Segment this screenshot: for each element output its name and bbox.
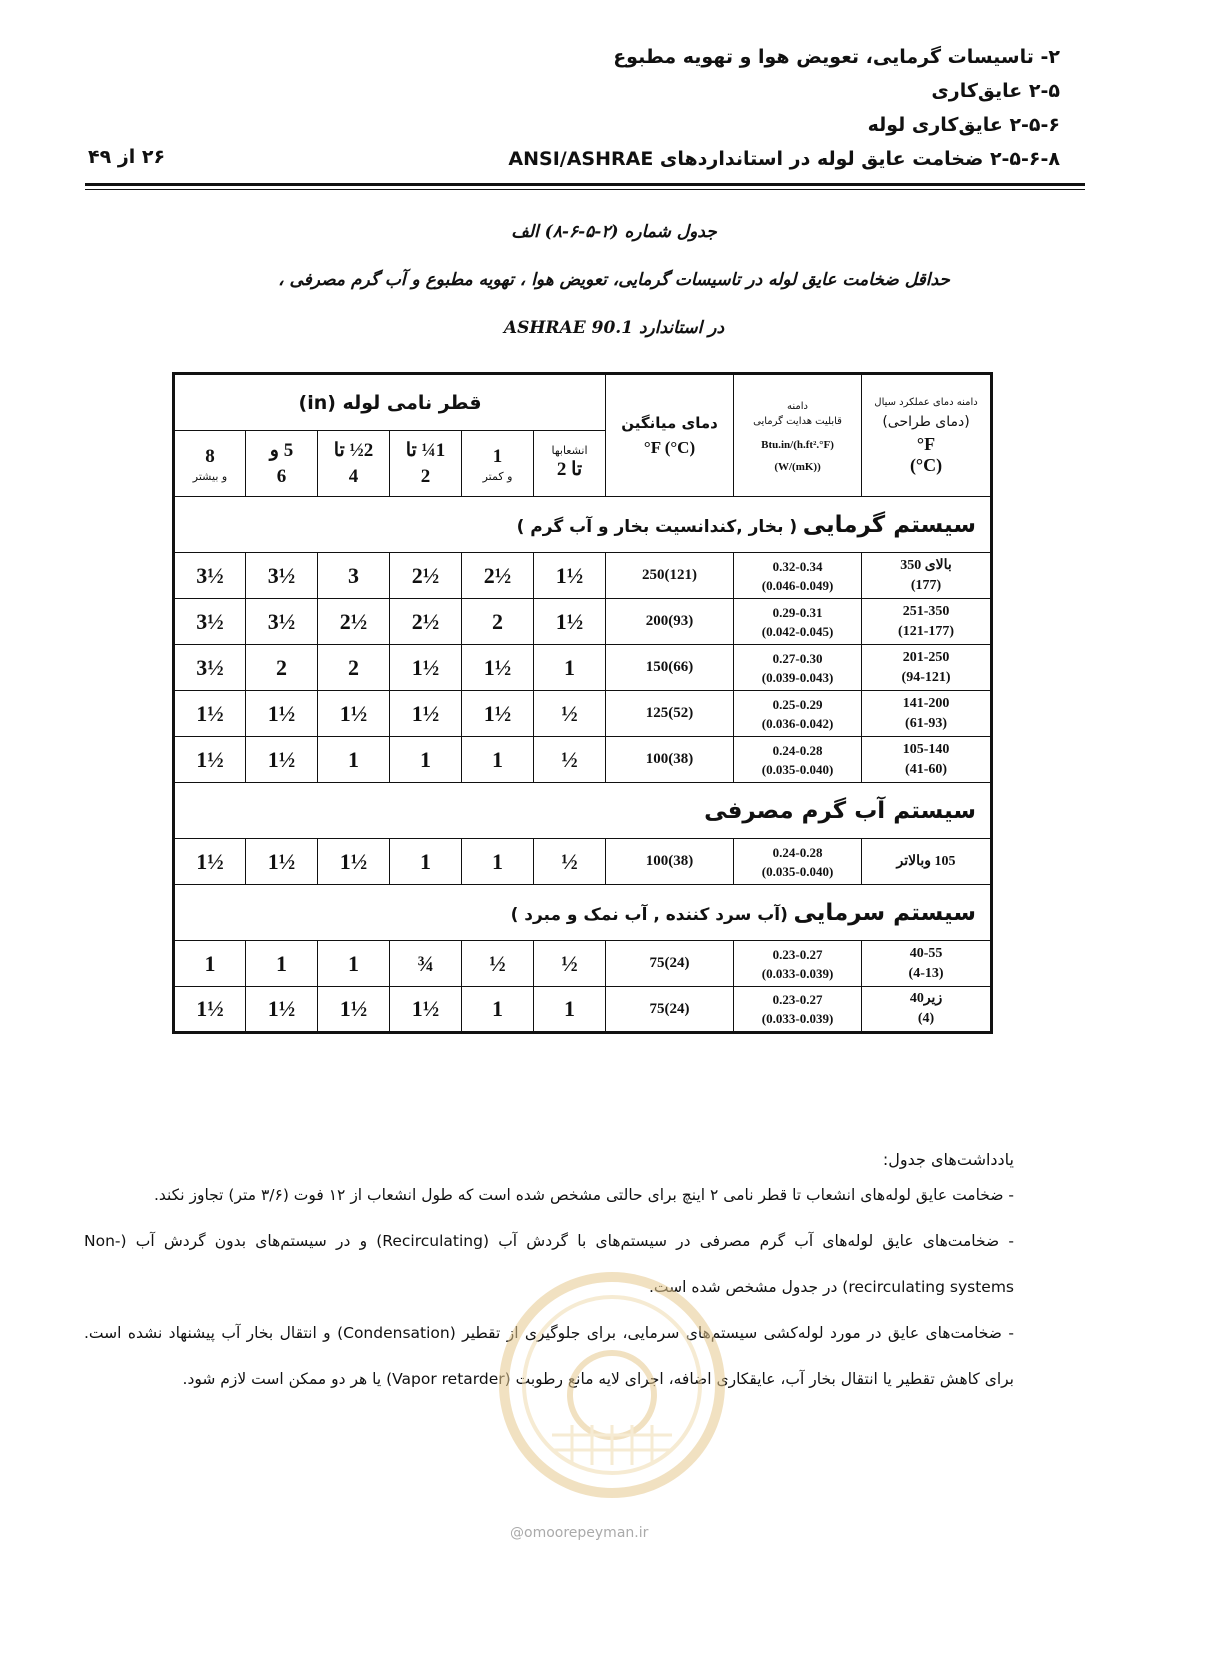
thickness-cell: 1½ bbox=[390, 645, 462, 691]
thickness-cell: 1 bbox=[174, 941, 246, 987]
fluid-temp-cell bbox=[862, 553, 992, 599]
pipe-size-header: قطر نامی لوله (in) bbox=[174, 374, 606, 431]
thickness-cell: 1 bbox=[390, 839, 462, 885]
thickness-cell: ½ bbox=[534, 941, 606, 987]
thickness-cell: 1½ bbox=[462, 691, 534, 737]
thickness-cell: 1½ bbox=[174, 737, 246, 783]
conductivity-range: (0.033-0.039) bbox=[761, 1011, 834, 1026]
thickness-cell: 1½ bbox=[390, 987, 462, 1033]
conductivity-cell bbox=[734, 691, 862, 737]
section-heating bbox=[174, 497, 992, 553]
thickness-cell: 1 bbox=[534, 645, 606, 691]
fluid-temp-cell bbox=[862, 839, 992, 885]
thickness-cell: 1½ bbox=[318, 839, 390, 885]
header-line-2: ۲-۵ عایق‌کاری bbox=[931, 80, 1060, 102]
mean-temp-cell: 125(52) bbox=[606, 691, 734, 737]
mean-temp-cell: 100(38) bbox=[606, 839, 734, 885]
header-line-3: ۲-۵-۶ عایق‌کاری لوله bbox=[867, 114, 1060, 136]
fluid-temp-cell bbox=[862, 691, 992, 737]
thickness-cell: 3½ bbox=[246, 553, 318, 599]
thickness-cell: 2 bbox=[318, 645, 390, 691]
conductivity-range: (0.035-0.040) bbox=[761, 863, 834, 879]
fluid-temp-range: (41-60) bbox=[905, 761, 948, 777]
thickness-cell: ¾ bbox=[390, 941, 462, 987]
table-title: حداقل ضخامت عایق لوله در تاسیسات گرمایی، تعویض هوا ، تهویه مطبوع و آب گرم مصرفی ، bbox=[278, 270, 950, 290]
header-rule-thin bbox=[85, 189, 1085, 190]
thickness-cell: 2 bbox=[246, 645, 318, 691]
thickness-cell: 1½ bbox=[174, 987, 246, 1033]
cooling-rows bbox=[174, 941, 992, 1033]
section-subtitle: (آب سرد کننده , آب نمک و مبرد ) bbox=[510, 904, 788, 925]
conductivity-range: (0.033-0.039) bbox=[761, 965, 834, 981]
size-header-1: انشعابها تا 2 bbox=[534, 431, 606, 497]
thickness-cell: 1½ bbox=[534, 599, 606, 645]
thickness-cell: 2½ bbox=[390, 553, 462, 599]
section-title: سیستم آب گرم مصرفی bbox=[704, 797, 977, 824]
fluid-temp-range: 141-200 bbox=[902, 695, 950, 711]
thickness-cell: 2½ bbox=[462, 553, 534, 599]
thickness-cell: 3½ bbox=[174, 645, 246, 691]
dhw-rows bbox=[174, 839, 992, 885]
thickness-cell: 1½ bbox=[246, 839, 318, 885]
conductivity-cell bbox=[734, 645, 862, 691]
conductivity-range: 0.24-0.28 bbox=[772, 844, 823, 860]
conductivity-range: 0.32-0.34 bbox=[772, 558, 823, 574]
conductivity-cell bbox=[734, 737, 862, 783]
thickness-cell: ½ bbox=[534, 737, 606, 783]
fluid-temp-cell bbox=[862, 941, 992, 987]
mean-temp-cell: 100(38) bbox=[606, 737, 734, 783]
conductivity-range: (0.035-0.040) bbox=[761, 761, 834, 777]
thickness-cell: 2 bbox=[462, 599, 534, 645]
fluid-temp-range: (4-13) bbox=[908, 965, 944, 981]
fluid-temp-cell bbox=[862, 987, 992, 1033]
fluid-temp-cell bbox=[862, 737, 992, 783]
size-header-6: 8 و بیشتر bbox=[174, 431, 246, 497]
conductivity-range: (0.036-0.042) bbox=[761, 715, 834, 731]
thickness-cell: 1 bbox=[462, 737, 534, 783]
thickness-cell: 2½ bbox=[318, 599, 390, 645]
mean-temp-cell: 200(93) bbox=[606, 599, 734, 645]
thickness-cell: 1½ bbox=[462, 645, 534, 691]
thickness-cell: 3½ bbox=[174, 599, 246, 645]
conductivity-range: 0.25-0.29 bbox=[772, 696, 823, 712]
thickness-cell: 1½ bbox=[318, 691, 390, 737]
section-title: سیستم سرمایی bbox=[793, 899, 977, 926]
size-header-4: 2½ تا 4 bbox=[318, 431, 390, 497]
mean-temp-cell: 75(24) bbox=[606, 941, 734, 987]
fluid-temp-range: 201-250 bbox=[902, 649, 950, 665]
thickness-cell: 1½ bbox=[246, 987, 318, 1033]
note-3: - ضخامت‌های عایق در مورد لوله‌کشی سیستم‌های سرمایی، برای جلوگیری از تقطیر (Condensation) و انتقال بخار آب پیشنهاد نشده است. برای کاهش تقطیر یا انتقال بخار آب، عایقکاری اضافه، اجرای لایه مانع رطوبت (Vapor retarder) یا هر دو ممکن است لازم شود. bbox=[84, 1324, 1014, 1388]
size-header-2: 1 و کمتر bbox=[462, 431, 534, 497]
thickness-cell: 1½ bbox=[246, 737, 318, 783]
page-number: ۲۶ از ۴۹ bbox=[88, 146, 166, 168]
table-row bbox=[174, 645, 992, 691]
thickness-cell: 1½ bbox=[174, 691, 246, 737]
table-row bbox=[174, 839, 992, 885]
conductivity-range: (0.039-0.043) bbox=[761, 669, 834, 685]
heating-rows bbox=[174, 553, 992, 783]
conductivity-range: 0.24-0.28 bbox=[772, 742, 823, 758]
conductivity-range: 0.29-0.31 bbox=[772, 604, 823, 620]
thickness-cell: ½ bbox=[534, 839, 606, 885]
section-cooling bbox=[174, 885, 992, 941]
insulation-table bbox=[172, 372, 993, 1034]
thickness-cell: 1½ bbox=[390, 691, 462, 737]
fluid-temp-range: (177) bbox=[910, 577, 942, 593]
thickness-cell: 3½ bbox=[174, 553, 246, 599]
thickness-cell: 1½ bbox=[318, 987, 390, 1033]
conductivity-cell bbox=[734, 987, 862, 1033]
table-number: جدول شماره (۲-۵-۶-۸) الف bbox=[511, 222, 717, 242]
mean-temp-cell: 75(24) bbox=[606, 987, 734, 1033]
section-dhw bbox=[174, 783, 992, 839]
fluid-temp-range: زیر40 bbox=[909, 991, 943, 1006]
table-standard: در استاندارد ASHRAE 90.1 bbox=[503, 318, 725, 338]
conductivity-cell bbox=[734, 839, 862, 885]
thickness-cell: 1½ bbox=[534, 553, 606, 599]
conductivity-range: (0.042-0.045) bbox=[761, 623, 834, 639]
watermark-seal-icon bbox=[492, 1265, 732, 1515]
thickness-cell: 1 bbox=[318, 941, 390, 987]
table-row bbox=[174, 987, 992, 1033]
thickness-cell: 1½ bbox=[174, 839, 246, 885]
thickness-cell: 1 bbox=[390, 737, 462, 783]
table-row bbox=[174, 691, 992, 737]
fluid-temp-range: (4) bbox=[917, 1011, 935, 1026]
table-row bbox=[174, 941, 992, 987]
fluid-temp-range: 105 وبالاتر bbox=[896, 853, 956, 869]
mean-temp-header: دمای میانگین °F (°C) bbox=[606, 374, 734, 497]
conductivity-range: 0.27-0.30 bbox=[772, 650, 823, 666]
table-row bbox=[174, 737, 992, 783]
fluid-temp-range: 105-140 bbox=[902, 741, 950, 757]
conductivity-cell bbox=[734, 553, 862, 599]
thickness-cell: 1 bbox=[462, 839, 534, 885]
section-subtitle: ( بخار ,کندانسیت بخار و آب گرم ) bbox=[516, 516, 798, 537]
fluid-temp-range: 40-55 bbox=[909, 945, 943, 961]
header-rule-thick bbox=[85, 183, 1085, 186]
thickness-cell: 1 bbox=[534, 987, 606, 1033]
section-title: سیستم گرمایی bbox=[802, 511, 977, 538]
conductivity-cell bbox=[734, 941, 862, 987]
thickness-cell: 1 bbox=[318, 737, 390, 783]
conductivity-range: 0.23-0.27 bbox=[772, 992, 823, 1007]
fluid-temp-range: بالای 350 bbox=[900, 557, 952, 573]
thickness-cell: 3 bbox=[318, 553, 390, 599]
thickness-cell: ½ bbox=[534, 691, 606, 737]
conductivity-header: دامنه قابلیت هدایت گرمایی Btu.in/(h.ft².°F) (W/(mK)) bbox=[734, 374, 862, 497]
fluid-temp-range: (61-93) bbox=[905, 715, 948, 731]
thickness-cell: 1 bbox=[462, 987, 534, 1033]
thickness-cell: 2½ bbox=[390, 599, 462, 645]
table-row bbox=[174, 599, 992, 645]
note-2: - ضخامت‌های عایق لوله‌های آب گرم مصرفی در سیستم‌های با گردش آب (Recirculating) و در سیستم‌های بدون گردش آب (Non- recirculating systems) در جدول مشخص شده است. bbox=[84, 1232, 1014, 1296]
header-row-1 bbox=[174, 374, 992, 431]
conductivity-range: (0.046-0.049) bbox=[761, 577, 834, 593]
fluid-temp-range: 251-350 bbox=[902, 603, 950, 619]
fluid-temp-range: (121-177) bbox=[898, 623, 955, 639]
conductivity-range: 0.23-0.27 bbox=[772, 946, 823, 962]
notes-title: یادداشت‌های جدول: bbox=[882, 1150, 1014, 1169]
size-header-5: 5 و 6 bbox=[246, 431, 318, 497]
watermark-text: @omoorepeyman.ir bbox=[510, 1525, 649, 1541]
fluid-temp-range: (94-121) bbox=[901, 669, 951, 685]
fluid-temp-cell bbox=[862, 599, 992, 645]
thickness-cell: 3½ bbox=[246, 599, 318, 645]
header-line-4: ۲-۵-۶-۸ ضخامت عایق لوله در استانداردهای ANSI/ASHRAE bbox=[508, 148, 1060, 170]
header-line-1: ۲- تاسیسات گرمایی، تعویض هوا و تهویه مطبوع bbox=[613, 46, 1060, 68]
mean-temp-cell: 250(121) bbox=[606, 553, 734, 599]
thickness-cell: 1 bbox=[246, 941, 318, 987]
conductivity-cell bbox=[734, 599, 862, 645]
size-header-3: 1¼ تا 2 bbox=[390, 431, 462, 497]
mean-temp-cell: 150(66) bbox=[606, 645, 734, 691]
thickness-cell: 1½ bbox=[246, 691, 318, 737]
fluid-temp-header: دامنه دمای عملکرد سیال (دمای طراحی) °F (°C) bbox=[862, 374, 992, 497]
fluid-temp-cell bbox=[862, 645, 992, 691]
table-row bbox=[174, 553, 992, 599]
section-header bbox=[508, 40, 1060, 176]
thickness-cell: ½ bbox=[462, 941, 534, 987]
note-1: - ضخامت عایق لوله‌های انشعاب تا قطر نامی ۲ اینچ برای حالتی مشخص شده است که طول انشعاب از ۱۲ فوت (۳/۶ متر) تجاوز نکند. bbox=[153, 1186, 1014, 1204]
